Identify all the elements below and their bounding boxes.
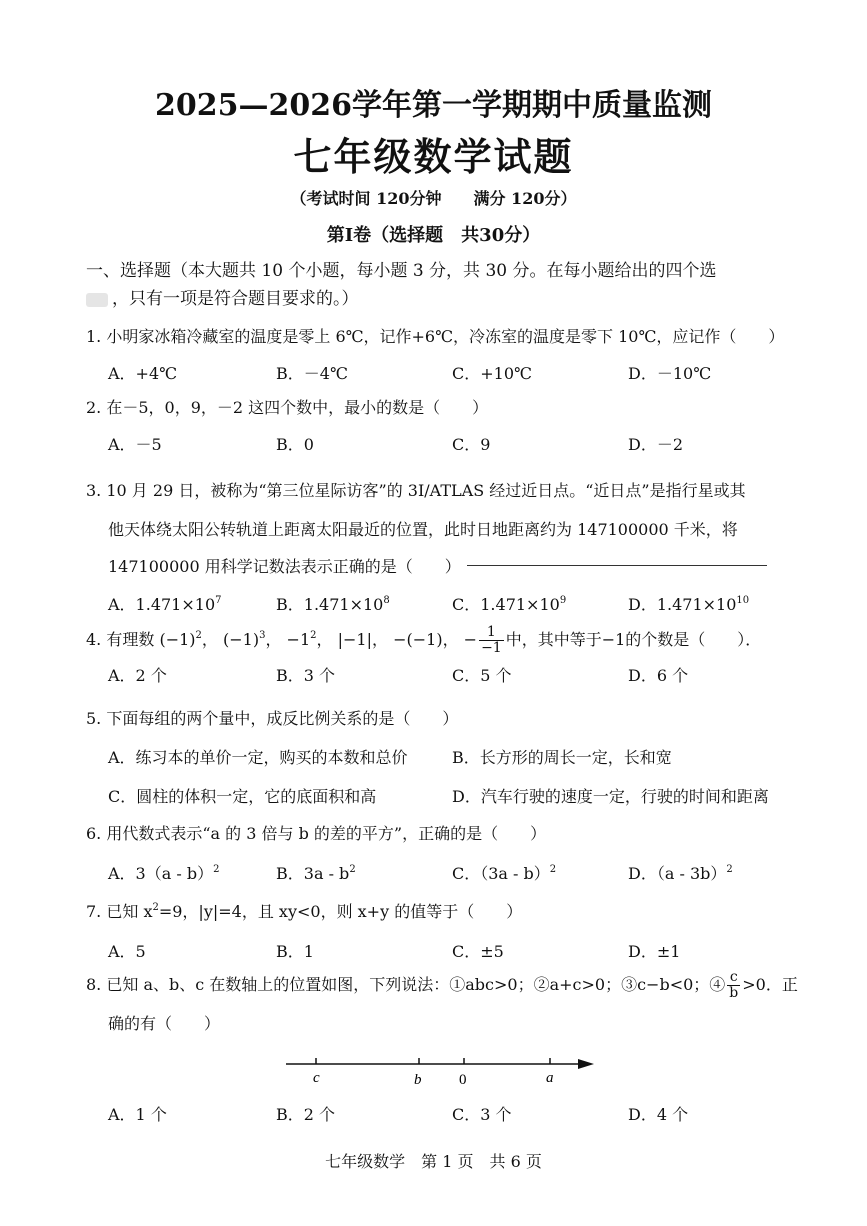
page-footer: 七年级数学 第 1 页 共 6 页 [325, 1152, 542, 1171]
q4-term-2-exponent: 3 [259, 630, 266, 641]
subject-title: 七年级数学试题 [293, 134, 574, 179]
q8-text-2: >0．正 [742, 975, 798, 994]
q4-option-a: A．2 个 [108, 666, 167, 685]
arrow-icon [578, 1059, 594, 1069]
q7-option-c: C．±5 [452, 942, 504, 961]
q8-text-1: 8. 已知 a、b、c 在数轴上的位置如图，下列说法：①abc>0；②a+c>0；③c−b<0；④ [86, 975, 726, 994]
q6-option-c-exponent: 2 [549, 864, 557, 875]
question-5: 5. 下面每组的两个量中，成反比例关系的是（ ） [86, 709, 459, 728]
q4-fraction-numerator: 1 [479, 625, 504, 641]
q6-option-d [628, 863, 733, 885]
q6-option-b-text: B．3a - b [276, 864, 350, 883]
q4-term-6-sign: − [463, 630, 478, 649]
q5-option-c: C．圆柱的体积一定，它的底面积和高 [108, 787, 377, 806]
q4-option-d: D．6 个 [628, 666, 689, 685]
q8-option-b: B．2 个 [276, 1105, 336, 1124]
q2-option-b: B．0 [276, 435, 314, 454]
q7-option-a: A．5 [108, 942, 146, 961]
question-2: 2. 在－5，0，9，－2 这四个数中，最小的数是（ ） [86, 398, 489, 417]
q6-option-b-exponent: 2 [349, 864, 356, 875]
question-4: 4. 有理数 $(-1)^2$， $(-1)^3$， $-1^2$， |−1|， −(−1)， − $\frac{1}{-1}$ 中，其中等于−1的个数是（ ）． [86, 624, 762, 656]
q8-option-a: A．1 个 [108, 1105, 167, 1124]
q4-option-c: C．5 个 [452, 666, 512, 685]
q2-option-d: D．－2 [628, 435, 684, 454]
answer-underline [467, 565, 767, 566]
q4-fraction [479, 625, 504, 656]
scan-smudge [86, 293, 108, 307]
q5-option-b: B．长方形的周长一定，长和宽 [452, 748, 672, 767]
q4-suffix: 中，其中等于−1的个数是（ ）． [505, 630, 762, 649]
q6-option-d-exponent: 2 [726, 864, 733, 875]
q3-option-b-exponent: 8 [383, 595, 390, 606]
q6-option-a-text: A．3（a - b） [108, 864, 214, 883]
q8-fraction-denominator: b [729, 985, 739, 1001]
q8-fraction [727, 970, 740, 1001]
q3-option-a [108, 594, 222, 616]
q8-option-d: D．4 个 [628, 1105, 689, 1124]
q1-option-a: A．+4℃ [108, 364, 178, 383]
q1-option-b: B．－4℃ [276, 364, 348, 383]
q4-option-b: B．3 个 [276, 666, 336, 685]
q7-text-2: =9，|y|=4，且 xy<0，则 x+y 的值等于（ ） [158, 902, 523, 921]
q4-fraction-denominator: −1 [481, 640, 502, 656]
q2-option-a: A．－5 [108, 435, 162, 454]
question-3-line3 [108, 556, 767, 578]
exam-title: 2025—2026学年第一学期期中质量监测 [155, 88, 712, 123]
q4-term-3-exponent: 2 [310, 630, 317, 641]
q4-term-4: |−1| [337, 630, 372, 649]
q3-option-d-text: D．1.471×10 [628, 595, 737, 614]
question-3-line3-text: 147100000 用科学记数法表示正确的是（ ） [108, 557, 461, 576]
part1-instruction-line2 [86, 288, 359, 310]
q8-option-c: C．3 个 [452, 1105, 512, 1124]
question-3-line1: 3. 10 月 29 日，被称为“第三位星际访客”的 3I/ATLAS 经过近日点。“近日点”是指行星或其 [86, 481, 746, 500]
q4-term-5: −(−1) [393, 630, 443, 649]
q4-prefix: 4. 有理数 [86, 630, 155, 649]
question-8-line2: 确的有（ ） [108, 1014, 221, 1033]
q5-option-a: A．练习本的单价一定，购买的本数和总价 [108, 748, 408, 767]
label-c: c [313, 1070, 320, 1086]
label-zero: 0 [459, 1072, 467, 1088]
q7-option-b: B．1 [276, 942, 314, 961]
question-3-line2: 他天体绕太阳公转轨道上距离太阳最近的位置，此时日地距离约为 147100000 千米，将 [108, 520, 738, 539]
q1-option-d: D．－10℃ [628, 364, 712, 383]
q5-option-d: D．汽车行驶的速度一定，行驶的时间和距离 [452, 787, 769, 806]
q6-option-d-text: D．（a - 3b） [628, 864, 727, 883]
q6-option-c-text: C．（3a - b） [452, 864, 550, 883]
section-heading: 第Ⅰ卷（选择题 共30分） [326, 225, 541, 246]
q3-option-b [276, 594, 390, 616]
q6-option-a-exponent: 2 [213, 864, 220, 875]
part1-instruction-text: 一、选择题（本大题共 10 个小题，每小题 3 分，共 30 分。在每小题给出的四个选 [86, 261, 717, 281]
question-7 [86, 901, 522, 923]
part1-instruction-line1 [86, 260, 717, 282]
q3-option-c [452, 594, 566, 616]
exam-info: （考试时间 120分钟 满分 120分） [290, 189, 577, 208]
q4-term-1: (−1) [159, 630, 196, 649]
q6-option-b [276, 863, 356, 885]
q6-option-a [108, 863, 219, 885]
q3-option-d-exponent: 10 [736, 595, 750, 606]
q3-option-a-exponent: 7 [215, 595, 222, 606]
q4-term-1-exponent: 2 [195, 630, 202, 641]
q7-option-d: D．±1 [628, 942, 681, 961]
q3-option-d [628, 594, 749, 616]
q7-exponent: 2 [152, 902, 159, 913]
q2-option-c: C．9 [452, 435, 491, 454]
q8-fraction-numerator: c [727, 970, 740, 986]
q4-term-3: −1 [286, 630, 311, 649]
part1-instruction-text2: ，只有一项是符合题目要求的。） [112, 289, 359, 309]
q6-option-c [452, 863, 556, 885]
number-line-figure [280, 1050, 610, 1090]
q3-option-a-text: A．1.471×10 [108, 595, 216, 614]
q4-term-2: (−1) [223, 630, 260, 649]
question-6: 6. 用代数式表示“a 的 3 倍与 b 的差的平方”，正确的是（ ） [86, 824, 547, 843]
question-8-line1 [86, 968, 798, 1002]
q3-option-c-exponent: 9 [559, 595, 567, 606]
label-b: b [414, 1072, 422, 1088]
question-1: 1. 小明家冰箱冷藏室的温度是零上 6℃，记作+6℃，冷冻室的温度是零下 10℃，应记作（ ） [86, 327, 785, 346]
q7-text-1: 7. 已知 x [86, 902, 153, 921]
q3-option-b-text: B．1.471×10 [276, 595, 384, 614]
label-a: a [546, 1070, 554, 1086]
q3-option-c-text: C．1.471×10 [452, 595, 560, 614]
q1-option-c: C．+10℃ [452, 364, 532, 383]
